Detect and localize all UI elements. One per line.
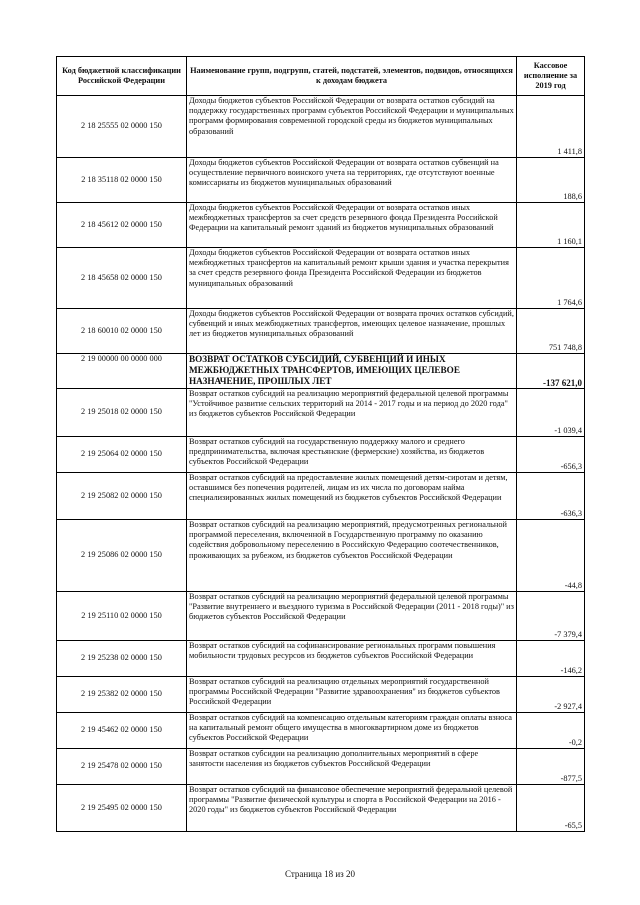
row-name: Возврат остатков субсидий на предоставление жилых помещений детям-сиротам и детям, оставшимся без попечения родителей, лицам из их числа по договорам найма специализированных жилых помещений из бюджетов субъектов Российской Федерации <box>187 473 517 520</box>
row-amount: 751 748,8 <box>517 309 585 354</box>
row-name: Доходы бюджетов субъектов Российской Федерации от возврата остатков иных межбюджетных трансфертов на капитальный ремонт крыши здания и участка перекрытия за счет средств резервного фонда Президента Российской Федерации из бюджетов муниципальных образований <box>187 248 517 309</box>
row-name: Возврат остатков субсидий на реализацию мероприятий, предусмотренных региональной программой переселения, включенной в Государственную программу по оказанию содействия добровольному переселению в Российскую Федерацию соотечественников, проживающих за рубежом, из бюджетов субъектов Российской Федерации <box>187 520 517 592</box>
row-code: 2 19 25238 02 0000 150 <box>57 641 187 677</box>
row-code: 2 18 35118 02 0000 150 <box>57 158 187 203</box>
row-code: 2 19 00000 00 0000 000 <box>57 354 187 389</box>
page-number: Страница 18 из 20 <box>285 869 355 879</box>
row-amount: 188,6 <box>517 158 585 203</box>
table-row <box>57 641 585 677</box>
row-amount: -0,2 <box>517 713 585 749</box>
row-amount: -2 927,4 <box>517 677 585 713</box>
row-name: Доходы бюджетов субъектов Российской Федерации от возврата остатков субвенций на осуществление первичного воинского учета на территориях, где отсутствуют военные комиссариаты из бюджетов муниципальных образований <box>187 158 517 203</box>
table-row <box>57 203 585 248</box>
header-amount: Кассовое исполнение за 2019 год <box>517 57 585 96</box>
row-code: 2 19 25086 02 0000 150 <box>57 520 187 592</box>
row-amount: -636,3 <box>517 473 585 520</box>
table-row <box>57 713 585 749</box>
row-amount: -65,5 <box>517 785 585 832</box>
table-row <box>57 749 585 785</box>
row-amount: 1 764,6 <box>517 248 585 309</box>
row-amount: 1 411,8 <box>517 96 585 158</box>
row-amount: -7 379,4 <box>517 592 585 641</box>
row-name: Доходы бюджетов субъектов Российской Федерации от возврата прочих остатков субсидий, субвенций и иных межбюджетных трансфертов, имеющих целевое назначение, прошлых лет из бюджетов муниципальных образований <box>187 309 517 354</box>
row-name: Возврат остатков субсидий на финансовое обеспечение мероприятий федеральной целевой программы "Развитие физической культуры и спорта в Российской Федерации на 2016 - 2020 годы" из бюджетов субъектов Российской Федерации <box>187 785 517 832</box>
row-code: 2 18 45612 02 0000 150 <box>57 203 187 248</box>
table-row <box>57 677 585 713</box>
row-amount: -44,8 <box>517 520 585 592</box>
budget-revenue-table <box>56 56 585 832</box>
table-row <box>57 158 585 203</box>
row-code: 2 18 25555 02 0000 150 <box>57 96 187 158</box>
row-amount: -877,5 <box>517 749 585 785</box>
row-amount: -1 039,4 <box>517 389 585 437</box>
row-amount: -656,3 <box>517 437 585 473</box>
table-row <box>57 473 585 520</box>
table-row <box>57 309 585 354</box>
row-amount: -146,2 <box>517 641 585 677</box>
row-code: 2 18 60010 02 0000 150 <box>57 309 187 354</box>
row-code: 2 19 25382 02 0000 150 <box>57 677 187 713</box>
table-row <box>57 592 585 641</box>
row-name: Возврат остатков субсидий на реализацию отдельных мероприятий государственной программы Российской Федерации "Развитие здравоохранения" из бюджетов субъектов Российской Федерации <box>187 677 517 713</box>
row-name: Возврат остатков субсидий на реализацию мероприятий федеральной целевой программы "Развитие внутреннего и въездного туризма в Российской Федерации (2011 - 2018 годы)" из бюджетов субъектов Российской Федерации <box>187 592 517 641</box>
row-name: Возврат остатков субсидий на компенсацию отдельным категориям граждан оплаты взноса на капитальный ремонт общего имущества в многоквартирном доме из бюджетов субъектов Российской Федерации <box>187 713 517 749</box>
table-row-section-total <box>57 354 585 389</box>
row-code: 2 19 25478 02 0000 150 <box>57 749 187 785</box>
table-row <box>57 437 585 473</box>
row-name: Возврат остатков субсидий на государственную поддержку малого и среднего предпринимательства, включая крестьянские (фермерские) хозяйства, из бюджетов субъектов Российской Федерации <box>187 437 517 473</box>
table-row <box>57 96 585 158</box>
header-code: Код бюджетной классификации Российской Федерации <box>57 57 187 96</box>
row-name: ВОЗВРАТ ОСТАТКОВ СУБСИДИЙ, СУБВЕНЦИЙ И ИНЫХ МЕЖБЮДЖЕТНЫХ ТРАНСФЕРТОВ, ИМЕЮЩИХ ЦЕЛЕВОЕ НАЗНАЧЕНИЕ, ПРОШЛЫХ ЛЕТ <box>187 354 517 389</box>
row-amount: -137 621,0 <box>517 354 585 389</box>
table-header-row <box>57 57 585 96</box>
row-amount: 1 160,1 <box>517 203 585 248</box>
row-name: Доходы бюджетов субъектов Российской Федерации от возврата остатков субсидий на поддержку государственных программ субъектов Российской Федерации и муниципальных программ формирования современной городской среды из бюджетов муниципальных образований <box>187 96 517 158</box>
row-code: 2 19 25064 02 0000 150 <box>57 437 187 473</box>
table-row <box>57 520 585 592</box>
row-name: Возврат остатков субсидий на софинансирование региональных программ повышения мобильности трудовых ресурсов из бюджетов субъектов Российской Федерации <box>187 641 517 677</box>
table-row <box>57 248 585 309</box>
table-row <box>57 785 585 832</box>
row-code: 2 19 25082 02 0000 150 <box>57 473 187 520</box>
row-code: 2 18 45658 02 0000 150 <box>57 248 187 309</box>
header-name: Наименование групп, подгрупп, статей, подстатей, элементов, подвидов, относящихся к доходам бюджета <box>187 57 517 96</box>
row-code: 2 19 25495 02 0000 150 <box>57 785 187 832</box>
row-name: Возврат остатков субсидии на реализацию дополнительных мероприятий в сфере занятости населения из бюджетов субъектов Российской Федерации <box>187 749 517 785</box>
row-code: 2 19 25110 02 0000 150 <box>57 592 187 641</box>
row-name: Доходы бюджетов субъектов Российской Федерации от возврата остатков иных межбюджетных трансфертов за счет средств резервного фонда Президента Российской Федерации на капитальный ремонт зданий из бюджетов муниципальных образований <box>187 203 517 248</box>
row-code: 2 19 45462 02 0000 150 <box>57 713 187 749</box>
row-code: 2 19 25018 02 0000 150 <box>57 389 187 437</box>
table-row <box>57 389 585 437</box>
row-name: Возврат остатков субсидий на реализацию мероприятий федеральной целевой программы "Устойчивое развитие сельских территорий на 2014 - 2017 годы и на период до 2020 года" из бюджетов субъектов Российской Федерации <box>187 389 517 437</box>
